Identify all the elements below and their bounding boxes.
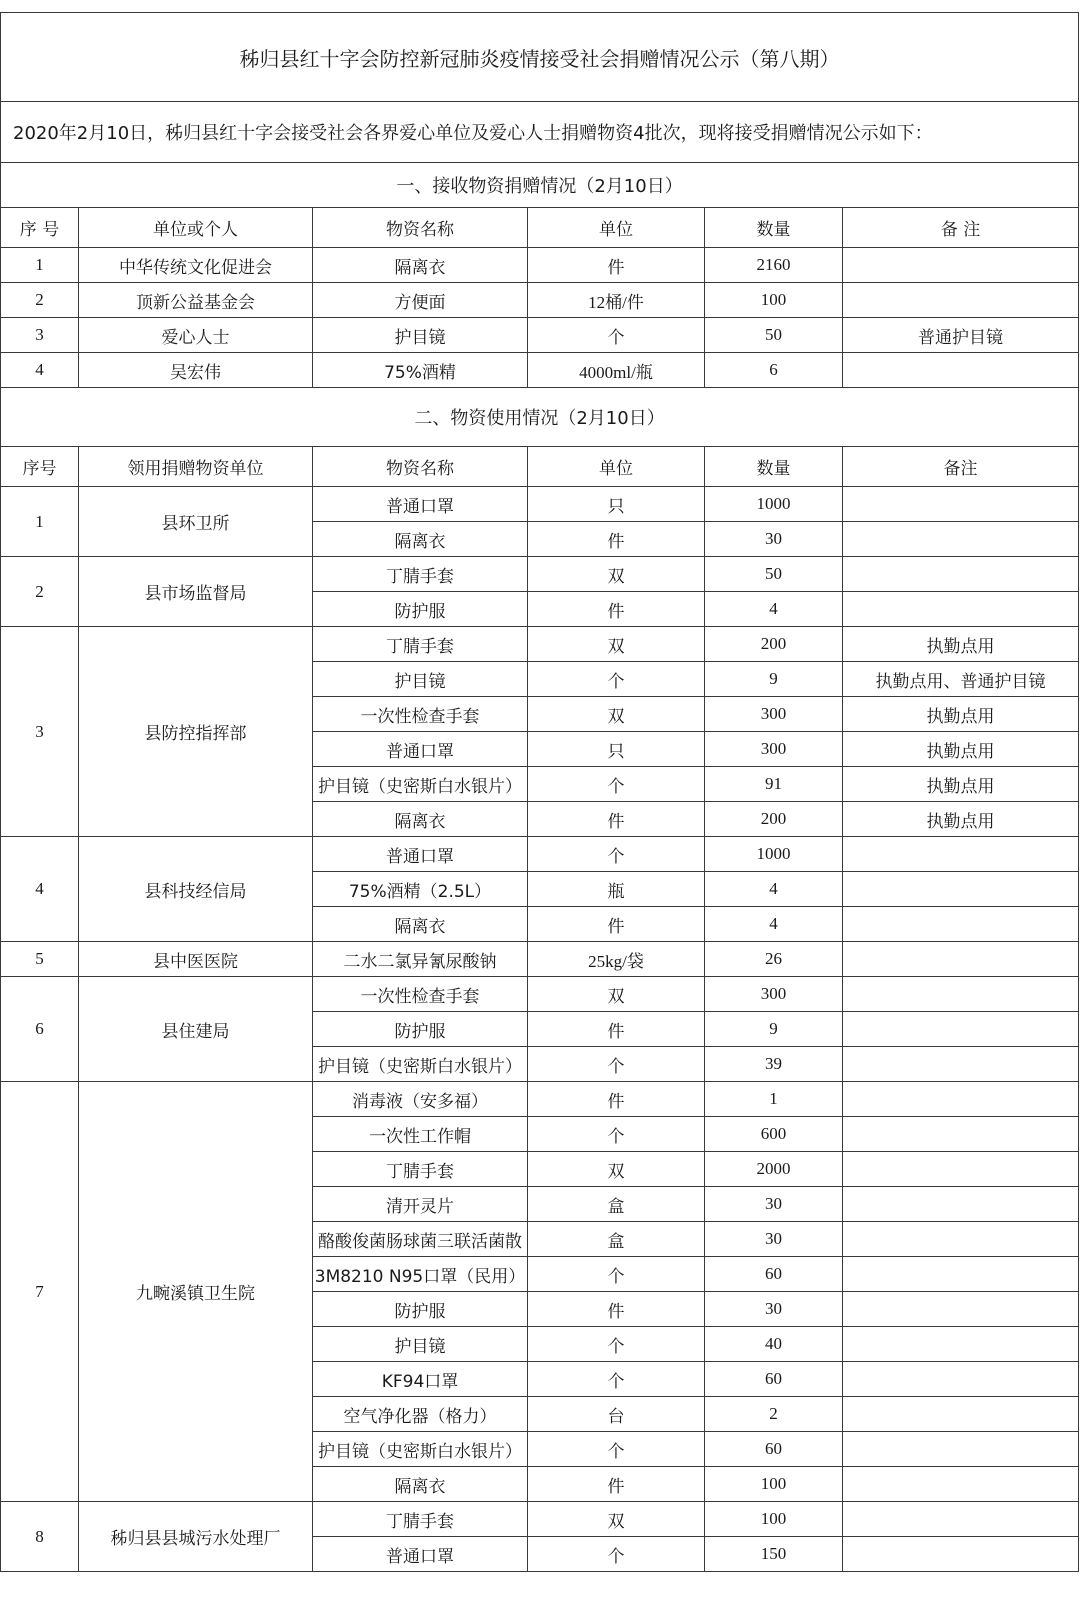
col-header-donor: 单位或个人 (79, 208, 313, 248)
item-note (843, 1432, 1079, 1467)
item-quantity: 91 (705, 767, 843, 802)
item-quantity: 300 (705, 697, 843, 732)
item-name: 防护服 (313, 592, 528, 627)
item-unit: 件 (528, 802, 705, 837)
item-name: 隔离衣 (313, 802, 528, 837)
item-unit: 个 (528, 318, 705, 353)
item-name: 护目镜 (313, 318, 528, 353)
donor-name: 中华传统文化促进会 (79, 248, 313, 283)
item-quantity: 200 (705, 627, 843, 662)
item-note: 执勤点用 (843, 627, 1079, 662)
item-note (843, 1152, 1079, 1187)
item-note (843, 1292, 1079, 1327)
notice-intro: 2020年2月10日，秭归县红十字会接受社会各界爱心单位及爱心人士捐赠物资4批次，现将接受捐赠情况公示如下： (1, 102, 1079, 163)
item-quantity: 100 (705, 1502, 843, 1537)
item-name: 丁腈手套 (313, 1152, 528, 1187)
item-note (843, 977, 1079, 1012)
col-header-no: 序号 (1, 447, 79, 487)
recipient-org: 县市场监督局 (79, 557, 313, 627)
item-quantity: 300 (705, 732, 843, 767)
item-name: 消毒液（安多福） (313, 1082, 528, 1117)
item-quantity: 39 (705, 1047, 843, 1082)
item-name: 75%酒精 (313, 353, 528, 388)
item-name: 隔离衣 (313, 907, 528, 942)
donation-row (1, 248, 1079, 283)
item-unit: 个 (528, 662, 705, 697)
item-name: 丁腈手套 (313, 557, 528, 592)
item-unit: 个 (528, 1432, 705, 1467)
item-note (843, 1362, 1079, 1397)
donor-name: 爱心人士 (79, 318, 313, 353)
recipient-org: 县住建局 (79, 977, 313, 1082)
item-unit: 件 (528, 1292, 705, 1327)
item-name: KF94口罩 (313, 1362, 528, 1397)
item-name: 护目镜 (313, 662, 528, 697)
item-name: 防护服 (313, 1012, 528, 1047)
item-name: 一次性检查手套 (313, 697, 528, 732)
item-name: 护目镜 (313, 1327, 528, 1362)
item-unit: 个 (528, 1117, 705, 1152)
item-note (843, 1117, 1079, 1152)
usage-row (1, 557, 1079, 592)
item-unit: 台 (528, 1397, 705, 1432)
item-quantity: 2 (705, 1397, 843, 1432)
item-name: 一次性工作帽 (313, 1117, 528, 1152)
item-name: 一次性检查手套 (313, 977, 528, 1012)
item-note (843, 1467, 1079, 1502)
donor-name: 顶新公益基金会 (79, 283, 313, 318)
section1-header-row (1, 208, 1079, 248)
col-header-qty: 数量 (705, 208, 843, 248)
item-note (843, 1047, 1079, 1082)
item-quantity: 300 (705, 977, 843, 1012)
item-name: 隔离衣 (313, 248, 528, 283)
item-note (843, 907, 1079, 942)
item-quantity: 150 (705, 1537, 843, 1572)
item-unit: 个 (528, 1537, 705, 1572)
donor-name: 吴宏伟 (79, 353, 313, 388)
usage-row (1, 837, 1079, 872)
col-header-note: 备 注 (843, 208, 1079, 248)
col-header-org: 领用捐赠物资单位 (79, 447, 313, 487)
item-note (843, 1257, 1079, 1292)
donation-row (1, 353, 1079, 388)
usage-row (1, 942, 1079, 977)
item-note (843, 942, 1079, 977)
item-quantity: 50 (705, 318, 843, 353)
row-number: 3 (1, 318, 79, 353)
item-name: 75%酒精（2.5L） (313, 872, 528, 907)
item-note (843, 1327, 1079, 1362)
group-number: 6 (1, 977, 79, 1082)
usage-row (1, 977, 1079, 1012)
section1-heading: 一、接收物资捐赠情况（2月10日） (1, 163, 1079, 208)
item-unit: 个 (528, 837, 705, 872)
item-note (843, 1187, 1079, 1222)
item-name: 护目镜（史密斯白水银片） (313, 1047, 528, 1082)
col-header-item: 物资名称 (313, 447, 528, 487)
item-unit: 个 (528, 1362, 705, 1397)
item-quantity: 4 (705, 592, 843, 627)
item-unit: 25kg/袋 (528, 942, 705, 977)
item-unit: 双 (528, 977, 705, 1012)
item-unit: 只 (528, 732, 705, 767)
item-name: 护目镜（史密斯白水银片） (313, 1432, 528, 1467)
group-number: 4 (1, 837, 79, 942)
recipient-org: 县科技经信局 (79, 837, 313, 942)
col-header-no: 序 号 (1, 208, 79, 248)
item-name: 丁腈手套 (313, 627, 528, 662)
item-quantity: 100 (705, 283, 843, 318)
item-unit: 件 (528, 592, 705, 627)
item-unit: 双 (528, 627, 705, 662)
item-unit: 个 (528, 1047, 705, 1082)
item-unit: 盒 (528, 1222, 705, 1257)
item-note (843, 872, 1079, 907)
item-unit: 双 (528, 697, 705, 732)
donation-row (1, 283, 1079, 318)
item-note (843, 487, 1079, 522)
item-unit: 件 (528, 248, 705, 283)
item-quantity: 2160 (705, 248, 843, 283)
item-quantity: 60 (705, 1362, 843, 1397)
col-header-unit: 单位 (528, 447, 705, 487)
usage-row (1, 1502, 1079, 1537)
item-quantity: 60 (705, 1432, 843, 1467)
item-name: 普通口罩 (313, 732, 528, 767)
item-note (843, 522, 1079, 557)
item-note: 执勤点用 (843, 767, 1079, 802)
item-unit: 双 (528, 1152, 705, 1187)
item-quantity: 1 (705, 1082, 843, 1117)
item-name: 二水二氯异氰尿酸钠 (313, 942, 528, 977)
group-number: 1 (1, 487, 79, 557)
item-unit: 件 (528, 1082, 705, 1117)
donation-row (1, 318, 1079, 353)
item-name: 护目镜（史密斯白水银片） (313, 767, 528, 802)
item-name: 酪酸俊菌肠球菌三联活菌散 (313, 1222, 528, 1257)
col-header-unit: 单位 (528, 208, 705, 248)
item-quantity: 4 (705, 907, 843, 942)
item-unit: 个 (528, 1257, 705, 1292)
item-quantity: 30 (705, 1292, 843, 1327)
item-quantity: 2000 (705, 1152, 843, 1187)
row-number: 4 (1, 353, 79, 388)
item-unit: 盒 (528, 1187, 705, 1222)
item-note (843, 1537, 1079, 1572)
item-name: 丁腈手套 (313, 1502, 528, 1537)
item-note: 执勤点用 (843, 802, 1079, 837)
item-unit: 双 (528, 1502, 705, 1537)
recipient-org: 县防控指挥部 (79, 627, 313, 837)
usage-row (1, 487, 1079, 522)
item-note: 执勤点用、普通护目镜 (843, 662, 1079, 697)
item-quantity: 6 (705, 353, 843, 388)
item-unit: 4000ml/瓶 (528, 353, 705, 388)
item-name: 隔离衣 (313, 522, 528, 557)
item-note (843, 837, 1079, 872)
section2-header-row (1, 447, 1079, 487)
item-name: 普通口罩 (313, 837, 528, 872)
item-note (843, 1222, 1079, 1257)
item-note (843, 1082, 1079, 1117)
item-quantity: 30 (705, 1187, 843, 1222)
group-number: 3 (1, 627, 79, 837)
recipient-org: 九畹溪镇卫生院 (79, 1082, 313, 1502)
group-number: 7 (1, 1082, 79, 1502)
item-quantity: 50 (705, 557, 843, 592)
item-unit: 双 (528, 557, 705, 592)
item-note (843, 1397, 1079, 1432)
item-note (843, 592, 1079, 627)
item-quantity: 9 (705, 1012, 843, 1047)
item-quantity: 100 (705, 1467, 843, 1502)
col-header-item: 物资名称 (313, 208, 528, 248)
row-number: 1 (1, 248, 79, 283)
item-quantity: 4 (705, 872, 843, 907)
item-name: 空气净化器（格力） (313, 1397, 528, 1432)
usage-row (1, 1082, 1079, 1117)
item-quantity: 1000 (705, 837, 843, 872)
item-note (843, 1502, 1079, 1537)
item-name: 3M8210 N95口罩（民用） (313, 1257, 528, 1292)
item-unit: 件 (528, 1467, 705, 1502)
item-unit: 12桶/件 (528, 283, 705, 318)
item-note: 执勤点用 (843, 732, 1079, 767)
group-number: 5 (1, 942, 79, 977)
item-unit: 件 (528, 907, 705, 942)
item-quantity: 26 (705, 942, 843, 977)
recipient-org: 县环卫所 (79, 487, 313, 557)
item-name: 普通口罩 (313, 1537, 528, 1572)
item-note (843, 353, 1079, 388)
item-name: 防护服 (313, 1292, 528, 1327)
notice-title: 秭归县红十字会防控新冠肺炎疫情接受社会捐赠情况公示（第八期） (1, 13, 1079, 102)
item-note: 普通护目镜 (843, 318, 1079, 353)
col-header-qty: 数量 (705, 447, 843, 487)
item-name: 普通口罩 (313, 487, 528, 522)
item-name: 清开灵片 (313, 1187, 528, 1222)
item-note (843, 1012, 1079, 1047)
item-quantity: 200 (705, 802, 843, 837)
item-unit: 只 (528, 487, 705, 522)
recipient-org: 县中医医院 (79, 942, 313, 977)
item-name: 隔离衣 (313, 1467, 528, 1502)
donation-notice-table (0, 12, 1079, 1572)
item-quantity: 40 (705, 1327, 843, 1362)
item-note: 执勤点用 (843, 697, 1079, 732)
item-unit: 个 (528, 767, 705, 802)
item-quantity: 30 (705, 1222, 843, 1257)
item-note (843, 248, 1079, 283)
item-note (843, 557, 1079, 592)
item-quantity: 9 (705, 662, 843, 697)
item-unit: 件 (528, 1012, 705, 1047)
item-unit: 瓶 (528, 872, 705, 907)
usage-row (1, 627, 1079, 662)
item-name: 方便面 (313, 283, 528, 318)
group-number: 2 (1, 557, 79, 627)
item-quantity: 600 (705, 1117, 843, 1152)
recipient-org: 秭归县县城污水处理厂 (79, 1502, 313, 1572)
row-number: 2 (1, 283, 79, 318)
item-quantity: 1000 (705, 487, 843, 522)
section2-heading: 二、物资使用情况（2月10日） (1, 388, 1079, 447)
group-number: 8 (1, 1502, 79, 1572)
item-unit: 件 (528, 522, 705, 557)
item-quantity: 60 (705, 1257, 843, 1292)
col-header-note: 备注 (843, 447, 1079, 487)
item-quantity: 30 (705, 522, 843, 557)
item-unit: 个 (528, 1327, 705, 1362)
item-note (843, 283, 1079, 318)
